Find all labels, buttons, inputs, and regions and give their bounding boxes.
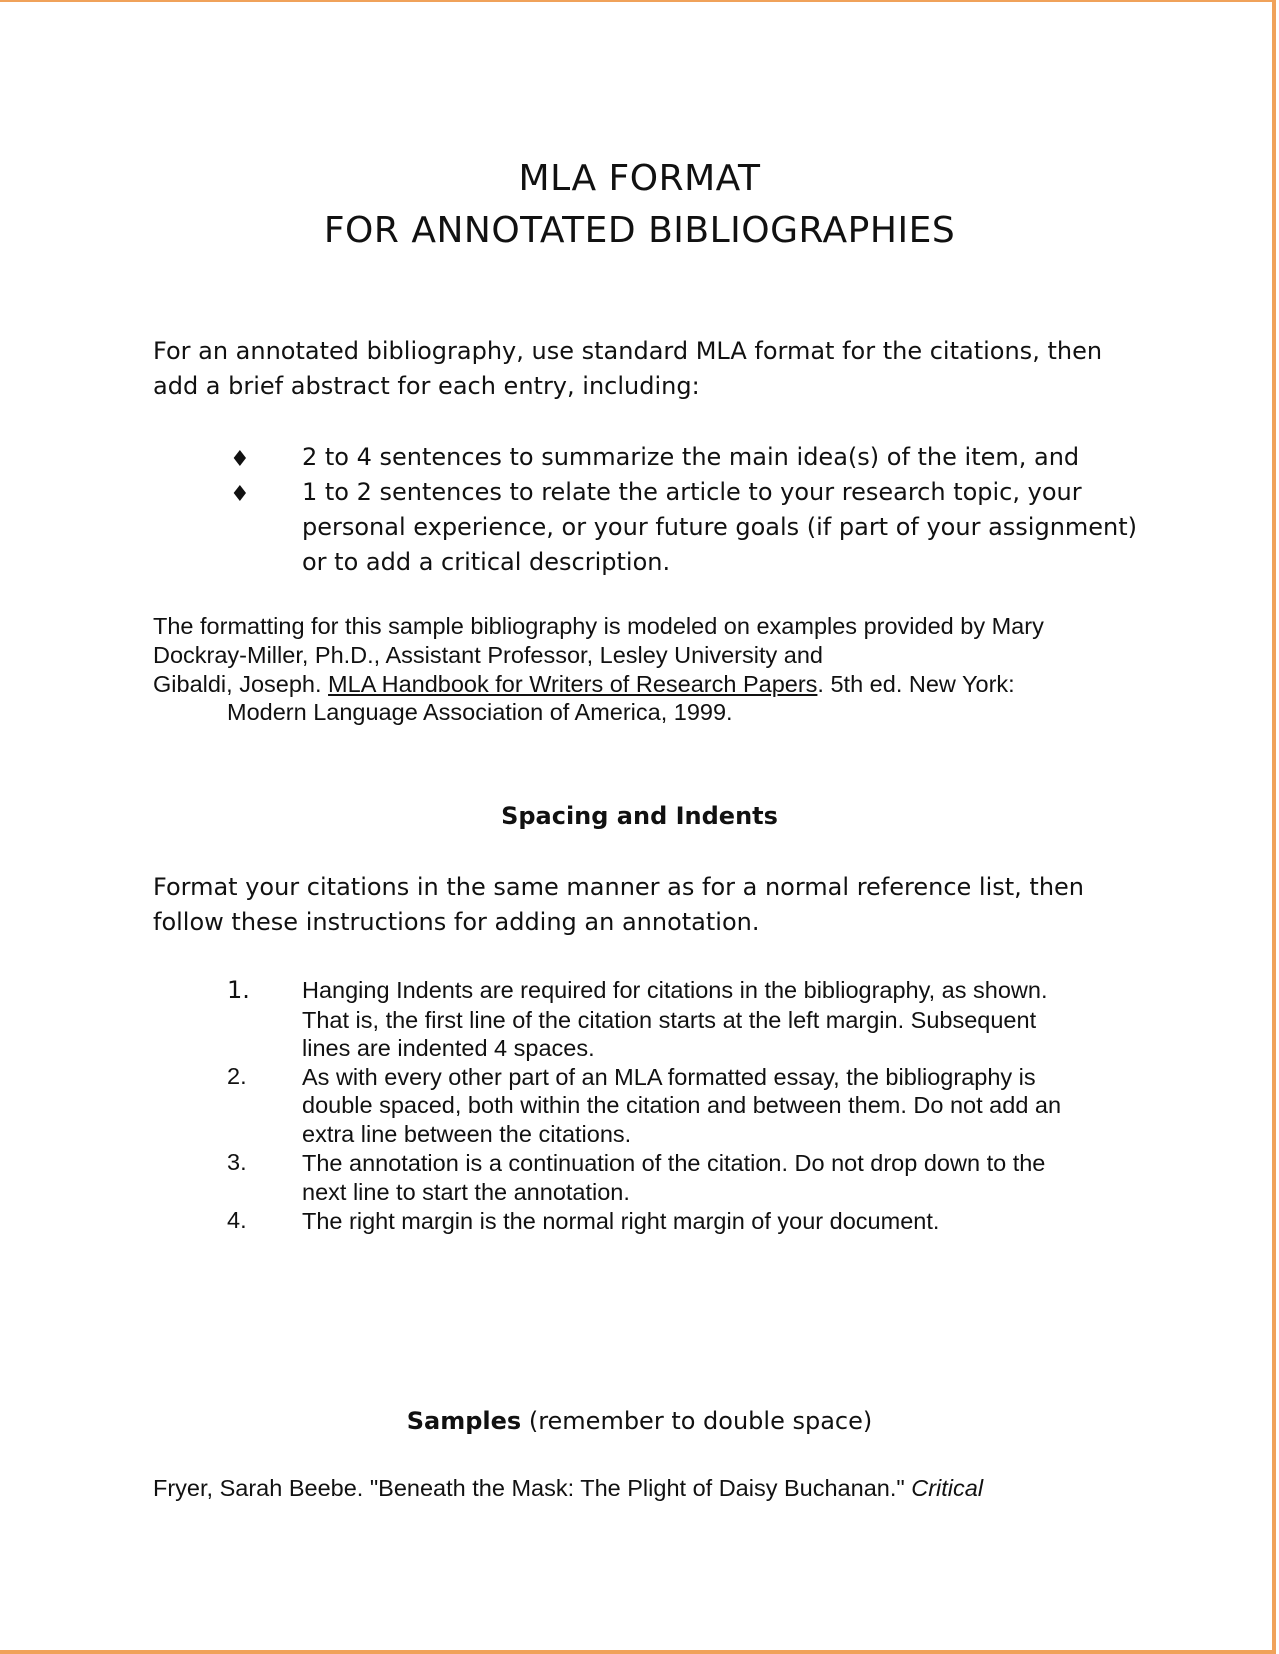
source-edition: . 5th ed. New York: (817, 671, 1015, 697)
source-note-line-2: Dockray-Miller, Ph.D., Assistant Professor, Lesley University and (153, 642, 823, 668)
list-item-2-line-1: As with every other part of an MLA formatted essay, the bibliography is (302, 1064, 1036, 1090)
list-item-3-line-2: next line to start the annotation. (302, 1179, 630, 1205)
sample-citation-text: Fryer, Sarah Beebe. "Beneath the Mask: The Plight of Daisy Buchanan." (153, 1475, 912, 1501)
samples-note: (remember to double space) (521, 1407, 873, 1435)
list-item-2-line-2: double spaced, both within the citation and between them. Do not add an (302, 1092, 1062, 1118)
sample-citation-journal: Critical (911, 1475, 984, 1501)
format-line-1: Format your citations in the same manner as for a normal reference list, then (153, 873, 1085, 901)
diamond-bullet-icon: ♦ (230, 482, 250, 507)
samples-heading (0, 1407, 1279, 1435)
intro-line-1: For an annotated bibliography, use standard MLA format for the citations, then (153, 337, 1103, 365)
list-number-1: 1. (227, 976, 250, 1004)
source-note-line-3 (153, 670, 1015, 698)
list-item-1-line-2: That is, the first line of the citation starts at the left margin. Subsequent (302, 1007, 1037, 1033)
list-item-1-line-1: Hanging Indents are required for citations in the bibliography, as shown. (302, 977, 1048, 1003)
bullet-item-1-line-1: 2 to 4 sentences to summarize the main idea(s) of the item, and (302, 443, 1080, 471)
intro-line-2: add a brief abstract for each entry, including: (153, 372, 700, 400)
source-note-line-4: Modern Language Association of America, 1999. (227, 699, 733, 725)
list-item-4-line-1: The right margin is the normal right margin of your document. (302, 1208, 940, 1234)
list-number-2: 2. (227, 1063, 247, 1089)
page-title: MLA FORMAT (518, 158, 761, 199)
diamond-bullet-icon: ♦ (230, 447, 250, 472)
format-line-2: follow these instructions for adding an annotation. (153, 908, 760, 936)
list-item-2-line-3: extra line between the citations. (302, 1121, 632, 1147)
list-item-3-line-1: The annotation is a continuation of the citation. Do not drop down to the (302, 1150, 1046, 1176)
list-number-3: 3. (227, 1149, 247, 1175)
list-number-4: 4. (227, 1207, 247, 1233)
source-book-title: MLA Handbook for Writers of Research Papers (328, 671, 818, 697)
source-author: Gibaldi, Joseph. (153, 671, 329, 697)
sample-citation (153, 1475, 983, 1502)
page-subtitle: FOR ANNOTATED BIBLIOGRAPHIES (323, 210, 956, 251)
bullet-item-2-line-2: personal experience, or your future goals (if part of your assignment) (302, 513, 1138, 541)
section-heading-spacing: Spacing and Indents (501, 802, 778, 830)
list-item-1-line-3: lines are indented 4 spaces. (302, 1035, 595, 1061)
source-note-line-1: The formatting for this sample bibliography is modeled on examples provided by Mary (153, 613, 1044, 639)
bullet-item-2-line-3: or to add a critical description. (302, 548, 671, 576)
samples-label: Samples (406, 1407, 522, 1435)
bullet-item-2-line-1: 1 to 2 sentences to relate the article to your research topic, your (302, 478, 1082, 506)
